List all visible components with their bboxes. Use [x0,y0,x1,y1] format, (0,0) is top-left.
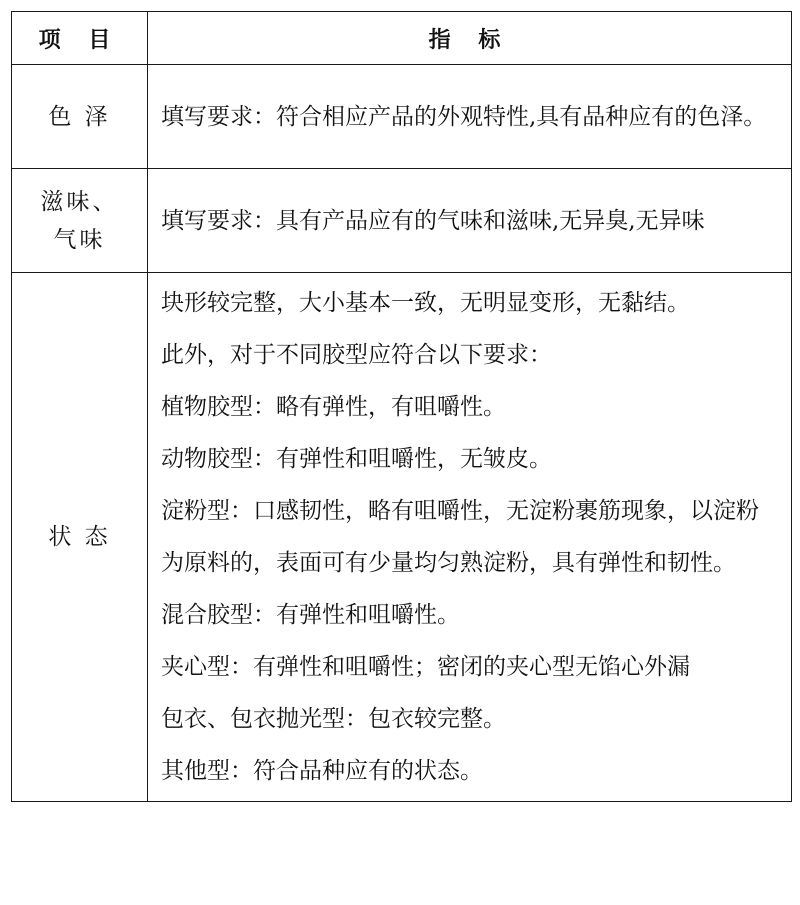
spec-state-line: 块形较完整，大小基本一致，无明显变形，无黏结。 [161,290,690,316]
item-taste-smell [12,169,148,273]
item-color: 色 泽 [12,65,148,169]
spec-state-line: 混合胶型：有弹性和咀嚼性。 [161,602,460,628]
spec-color: 填写要求：符合相应产品的外观特性,具有品种应有的色泽。 [148,65,792,169]
spec-state-line: 其他型：符合品种应有的状态。 [161,758,483,784]
header-spec: 指 标 [148,12,792,65]
table-row-state [12,273,792,802]
spec-taste-smell: 填写要求：具有产品应有的气味和滋味,无异臭,无异味 [148,169,792,273]
spec-state-line: 夹心型：有弹性和咀嚼性；密闭的夹心型无馅心外漏 [161,654,690,680]
table-header-row [12,12,792,65]
spec-state-line: 植物胶型：略有弹性，有咀嚼性。 [161,394,506,420]
item-taste-smell-line-2: 气味 [53,226,106,253]
table-row-color [12,65,792,169]
spec-state-line: 此外，对于不同胶型应符合以下要求： [161,342,552,368]
item-taste-smell-line-1: 滋味、 [40,188,119,215]
table-row-taste-smell [12,169,792,273]
specification-table [11,11,792,802]
spec-state-line: 包衣、包衣抛光型：包衣较完整。 [161,706,506,732]
item-state: 状 态 [12,273,148,802]
spec-state-line: 动物胶型：有弹性和咀嚼性，无皱皮。 [161,446,552,472]
spec-state-line: 淀粉型：口感韧性，略有咀嚼性，无淀粉裹筋现象，以淀粉为原料的，表面可有少量均匀熟淀粉，具有弹性和韧性。 [161,498,759,576]
header-item: 项 目 [12,12,148,65]
spec-state [148,273,792,802]
